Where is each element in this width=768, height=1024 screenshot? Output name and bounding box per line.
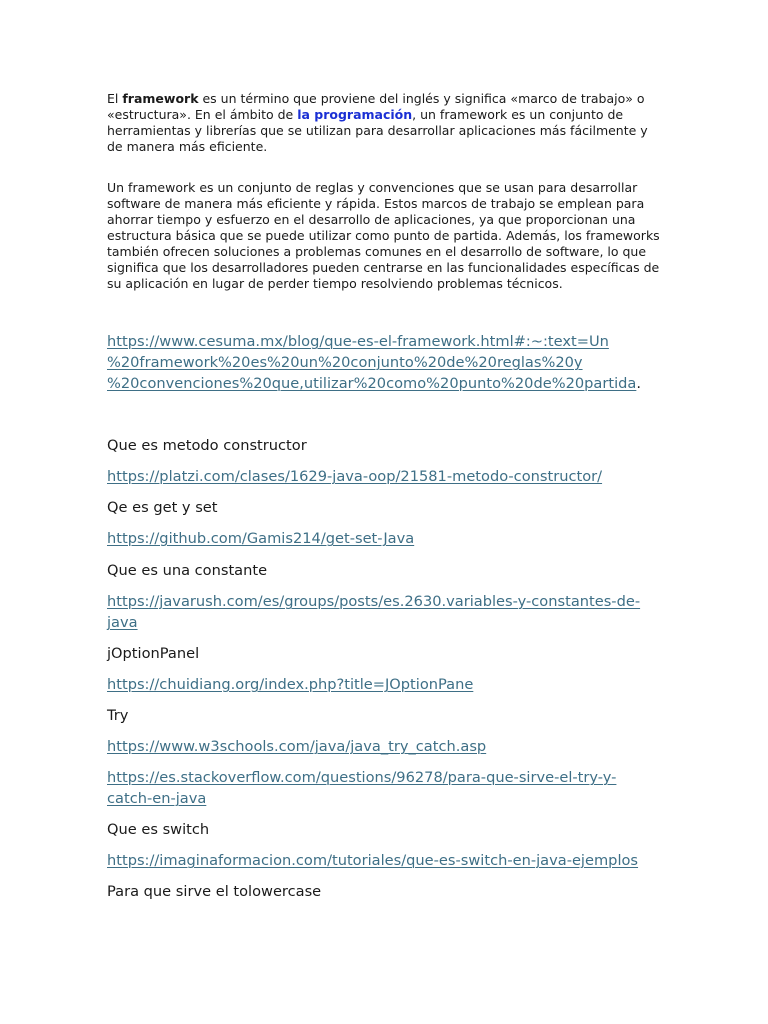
constante-heading: Que es una constante [107,562,268,579]
framework-definition-paragraph: Un framework es un conjunto de reglas y convenciones que se usan para desarrollar software de manera más eficiente y rápida. Estos marcos de trabajo se emplean para ahorrar tiempo y esfuerzo en el desarrollo de aplicaciones, ya que proporcionan una estructura básica que se puede utilizar como punto de partida. Además, los frameworks también ofrecen soluciones a problemas comunes en el desarrollo de software, lo que significa que los desarrolladores pueden centrarse en las funcionalidades específicas de su aplicación en lugar de perder tiempo resolviendo problemas técnicos. [107,180,660,291]
try-heading: Try [107,707,129,724]
try-link-block-2 [107,767,667,809]
framework-intro-paragraph [107,91,667,155]
getset-link[interactable]: https://github.com/Gamis214/get-set-Java [107,530,415,547]
cesuma-link-block [107,331,667,394]
constante-link-line-1[interactable]: https://javarush.com/es/groups/posts/es.2630.variables-y-constantes-de- [107,593,641,610]
joption-link[interactable]: https://chuidiang.org/index.php?title=JOptionPane [107,676,474,693]
cesuma-link-line-3[interactable]: %20convenciones%20que,utilizar%20como%20punto%20de%20partida [107,375,637,392]
try-link-row-1 [107,736,667,757]
joption-link-row [107,674,667,695]
stackoverflow-try-link-line-1[interactable]: https://es.stackoverflow.com/questions/96278/para-que-sirve-el-try-y- [107,769,617,786]
cesuma-link-line-1[interactable]: https://www.cesuma.mx/blog/que-es-el-framework.html#:~:text=Un [107,333,609,350]
cesuma-link-line-2[interactable]: %20framework%20es%20un%20conjunto%20de%20reglas%20y [107,354,583,371]
intro-text-middle: es un término que proviene del inglés y significa «marco de trabajo» o «estructura». En el ámbito de [107,91,645,122]
intro-text-end: , un framework es un conjunto de herramientas y librerías que se utilizan para desarrollar aplicaciones más fácilmente y de manera más eficiente. [107,107,648,154]
w3schools-try-link[interactable]: https://www.w3schools.com/java/java_try_catch.asp [107,738,487,755]
joption-heading: jOptionPanel [107,645,200,662]
constante-link-block [107,591,667,633]
framework-bold-term: framework [122,91,199,106]
constante-link-line-2[interactable]: java [107,614,138,631]
getset-link-row [107,528,667,549]
intro-text-start: El [107,91,123,106]
tolowercase-heading: Para que sirve el tolowercase [107,883,322,900]
cesuma-period: . [636,375,641,392]
getset-heading: Qe es get y set [107,499,218,516]
switch-heading: Que es switch [107,821,210,838]
stackoverflow-try-link-line-2[interactable]: catch-en-java [107,790,207,807]
constructor-heading: Que es metodo constructor [107,437,307,454]
switch-link-row [107,850,667,871]
constructor-link-row [107,466,667,487]
la-programacion-link[interactable]: la programación [297,107,413,122]
switch-link[interactable]: https://imaginaformacion.com/tutoriales/que-es-switch-en-java-ejemplos [107,852,639,869]
constructor-link[interactable]: https://platzi.com/clases/1629-java-oop/21581-metodo-constructor/ [107,468,603,485]
